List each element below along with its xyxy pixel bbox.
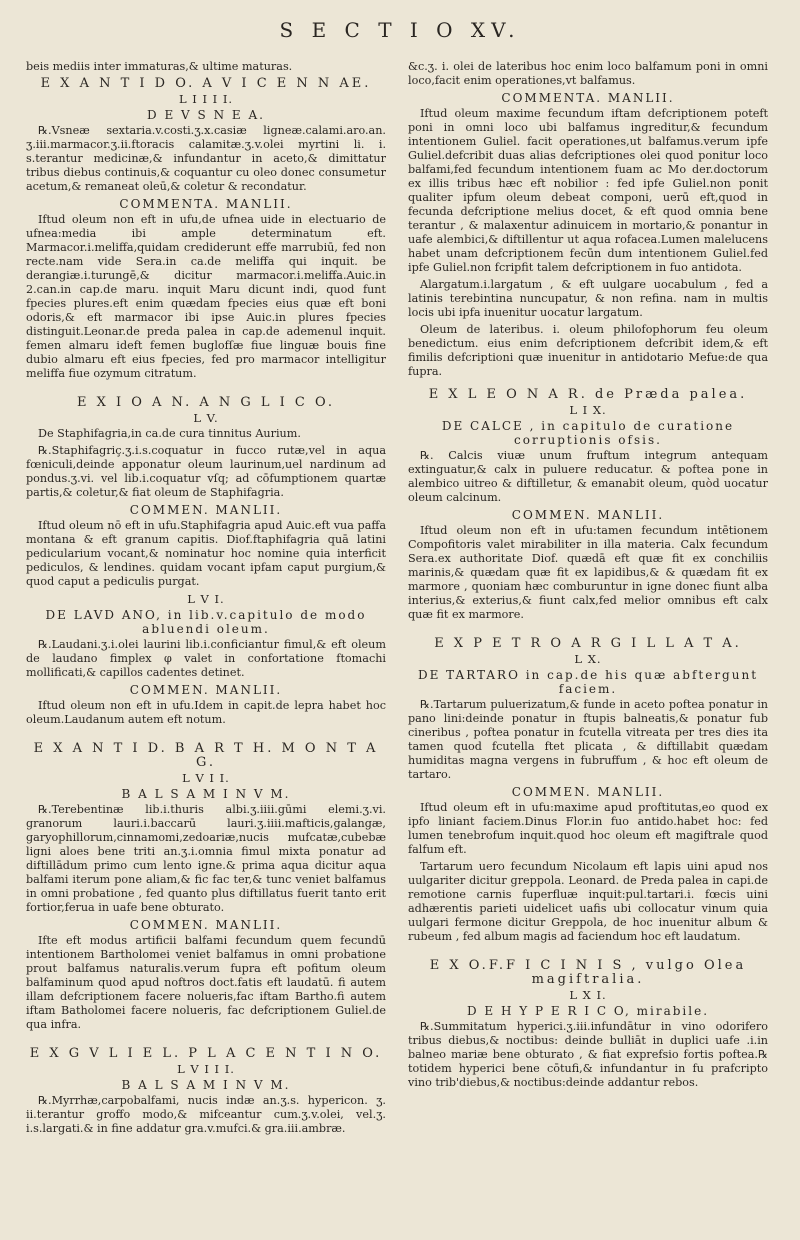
commentary-text: Iftud oleum non eft in ufu:tamen fecundum intētionem Compofitoris valet mirabiliter in illa materia. Calx fecundum Sera.ex authoritate Diof. quædā eft quæ fit ex conchiliis marinis,& quædam quæ fit ex lapidibus,& & quædam fit ex marmore , quoniam hæc comburuntur in igne donec fiunt alba interius,& exterius,& fiunt calx,fed melior omnibus eft calx quæ fit ex marmore. <box>408 524 768 621</box>
section-title: E X L E O N A R. de Præda palea. <box>428 387 748 402</box>
recipe-text: ℞.Myrrhæ,carpobalfami, nucis indæ an.ʒ.s. hypericon. ʒ. ii.terantur groffo modo,& mifceantur cum.ʒ.v.olei, vel.ʒ. i.s.largati.& in fine addatur gra.v.mufci.& gra.iii.ambræ. <box>26 1094 386 1135</box>
commentary-text: Iftud oleum nō eft in ufu.Staphifagria apud Auic.eft vua paffa montana & eft granum capitis. Diof.ftaphifagria quā latini pedicularium vocant,& nominatur hoc nomine quia interficit pediculos, & lendines. quidam vocant ipfam caput purgium,& quod caput a pediculis purgat. <box>26 519 386 588</box>
section-intro: De Staphifagria,in ca.de cura tinnitus Aurium. <box>38 427 301 440</box>
intro-line: &c.ʒ. i. olei de lateribus hoc enim loco balfamum poni in omni loco,facit enim operationes,vt balfamus. <box>408 60 768 87</box>
commentary-text: Alargatum.i.largatum , & eft uulgare uocabulum , fed a latinis terebintina nuncupatur, & non refina. nam in multis locis ubi ipfa inuenitur uocatur largatum. <box>408 278 768 319</box>
commentary-heading: COMMEN. MANLII. <box>129 683 283 697</box>
section-subtitle: D E V S N E A. <box>147 108 265 122</box>
section-subtitle: DE TARTARO in cap.de his quæ abftergunt faciem. <box>417 668 759 696</box>
commentary-text: Iftud oleum non eft in ufu.Idem in capit.de lepra habet hoc oleum.Laudanum autem eft notum. <box>26 699 386 726</box>
section-number: L X. <box>574 652 602 666</box>
section-subtitle: B A L S A M I N V M. <box>121 787 291 801</box>
section-number: L V. <box>193 411 219 425</box>
commentary-text: Iftud oleum non eft in ufu,de ufnea uide in electuario de ufnea:media ibi ample determinatum eft. Marmacor.i.meliffa,quidam crediderunt effe marrubiū, fed non recte.nam vide Sera.in ca.de meliffa qui inquit. be derangiæ.i.turungē,& dicitur marmacor.i.meliffa.Auic.in 2.can.in cap.de maru. inquit Maru dicunt indi, quod funt fpecies plures.eft enim quædam fpecies eius quæ eft boni odoris,& eft marmacor ibi ipse Auic.in plures fpecies distinguit.Leonar.de preda palea in cap.de ademenul inquit. femen almaru ideft femen buglofſæ fiue linguæ bouis fine dubio almaru eft eius fpecies, fed pro marmacor intelligitur meliffa fiue ozymum citratum. <box>26 213 386 380</box>
recipe-text: ℞.Tartarum puluerizatum,& funde in aceto poftea ponatur in pano lini:deinde ponatur in ftupis balneatis,& ponatur fub cineribus , poftea ponatur in fcutella vitreata per tres dies ita tamen quod fcutella ftet plicata , & diftillabit quædam humiditas magna vergens in fubruffum , & hoc eft oleum de tartaro. <box>408 698 768 781</box>
recipe-text: ℞.Summitatum hyperici.ʒ.iii.infundātur in vino odorifero tribus diebus,& noctibus: deinde bulliāt in duplici uafe .i.in balneo mariæ bene obturato , & fiat exprefsio fortis poftea.℞ totidem hyperici bene cōtufi,& infundantur in fu prafcripto vino trib'diebus,& noctibus:deinde addantur rebos. <box>408 1020 768 1089</box>
recipe-text: ℞.Terebentinæ lib.i.thuris albi.ʒ.iiii.gūmi elemi.ʒ.vi. granorum lauri.i.baccarū lauri.ʒ.iiii.mafticis,galangæ, garyophillorum,cinnamomi,zedoariæ,nucis mufcatæ,cubebæ ligni aloes bene triti an.ʒ.i.omnia fimul mixta ponatur ad diftillādum primo cum lento igne.& prima aqua dicitur aqua balfami iterum pone aliam,& fic fac ter,& tunc veniet balfamus in omni probatione , fed quanto plus diftillatus fuerit tanto erit fortior,ferua in uafe bene obturato. <box>26 803 386 914</box>
commentary-text: Iftud oleum eft in ufu:maxime apud proftitutas,eo quod ex ipfo liniant faciem.Dinus Flor.in fuo antido.habet hoc: fed lumen tenebrofum inquit.quod hoc oleum eft magiftrale quod falfum eft. <box>408 801 768 856</box>
section-subtitle: B A L S A M I N V M. <box>121 1078 291 1092</box>
recipe-text: ℞. Calcis viuæ unum fruftum integrum antequam extinguatur,& calx in puluere reducatur. & poftea pone in alembico uitreo & diftilletur, & emanabit oleum, quòd uocatur oleum calcinum. <box>408 449 768 504</box>
intro-line: beis mediis inter immaturas,& ultime maturas. <box>26 60 293 73</box>
section-title: E X A N T I D. B A R T H. M O N T A G. <box>33 741 379 770</box>
commentary-text: Oleum de lateribus. i. oleum philofophorum feu oleum benedictum. eius enim defcriptionem defcribit idem,& eft fimilis defcriptioni quæ inuenitur in antidotario Mefue:de qua fupra. <box>408 323 768 378</box>
section-number: L I I I I. <box>178 92 234 106</box>
commentary-text: Iftud oleum maxime fecundum iftam defcriptionem poteft poni in omni loco ubi balfamus ingreditur,& fecundum intentionem Guliel. facit operationes,ut balfamus.verum ipfe Guliel.defcribit duas alias defcriptiones olei quod ponitur loco balfami,fed fecundum intentionem fuam ac Mo der.doctorum ex illis tribus hæc eft nobilior : fed ipfe Guliel.non ponit qualiter ipfum oleum debeat componi, uerū eft,quod in fecunda defcriptione melius docet, & eft quod omnia bene terantur , & malaxentur adinuicem in mortario,& ponantur in uafe alembici,& diftillentur ut aqua rofacea.Lumen malelucens habet unam defcriptionem fecūn dum intentionem Guliel.fed ipfe Guliel.non fcripfit talem defcriptionem in fuo antidota. <box>408 107 768 274</box>
right-column <box>408 60 768 1093</box>
recipe-text: ℞.Staphifagriç.ʒ.i.s.coquatur in fucco rutæ,vel in aqua fœniculi,deinde apponatur oleum laurinum,uel nardinum ad pondus.ʒ.vi. vel lib.i.coquatur vſq; ad cōfumptionem quartæ partis,& coletur,& fiat oleum de Staphifagria. <box>26 444 386 499</box>
section-number: L X I. <box>569 988 607 1002</box>
commentary-heading: COMMEN. MANLII. <box>511 508 665 522</box>
section-subtitle: DE CALCE , in capitulo de curatione corruptionis ofsis. <box>441 419 735 447</box>
left-column <box>26 60 386 1139</box>
section-title: DE LAVD ANO, in lib.v.capitulo de modo abluendi oleum. <box>45 608 367 636</box>
commentary-heading: COMMENTA. MANLII. <box>119 197 293 211</box>
commentary-text: Ifte eft modus artificii balfami fecundum quem fecundū intentionem Bartholomei veniet balfamus in omni probatione prout balfamus naturalis.verum fupra eft pofitum oleum balfaminum quod apud noftros doct.fatis eft laudatū. fi autem illam defcriptionem facere nolueris,fac iftam Bartho.fi autem iftam Batholomei facere nolueris, fac defcriptionem Guliel.de qua infra. <box>26 934 386 1031</box>
section-title: E X G V L I E L. P L A C E N T I N O. <box>29 1046 383 1061</box>
section-number: L I X. <box>569 403 607 417</box>
commentary-heading: COMMEN. MANLII. <box>129 503 283 517</box>
recipe-text: ℞.Laudani.ʒ.i.olei laurini lib.i.conficiantur fimul,& eft oleum de laudano fimplex φ valet in confortatione ftomachi mollificati,& capillos cadentes detinet. <box>26 638 386 679</box>
commentary-heading: COMMENTA. MANLII. <box>501 91 675 105</box>
section-title: E X P E T R O A R G I L L A T A. <box>434 636 742 651</box>
section-number: L V I I. <box>182 771 230 785</box>
commentary-text: Tartarum uero fecundum Nicolaum eft lapis uini apud nos uulgariter dicitur greppola. Leonard. de Preda palea in capi.de remotione carnis fuperfluæ inquit:pul.tartari.i. fœcis uini adhærentis parieti uidelicet uafis ubi collocatur vinum quia uulgari fermone dicitur Greppola, de hoc inuenitur album & rubeum , fed album magis ad faciendum hoc eft laudatum. <box>408 860 768 943</box>
commentary-heading: COMMEN. MANLII. <box>129 918 283 932</box>
commentary-heading: COMMEN. MANLII. <box>511 785 665 799</box>
running-head: S E C T I O XV. <box>279 18 521 42</box>
section-number: L V I I I. <box>177 1062 235 1076</box>
section-title: E X A N T I D O. A V I C E N N AE. <box>40 76 372 91</box>
section-subtitle: D E H Y P E R I C O, mirabile. <box>466 1004 710 1018</box>
recipe-text: ℞.Vsneæ sextaria.v.costi.ʒ.x.casiæ ligneæ.calami.aro.an. ʒ.iii.marmacor.ʒ.ii.ftoracis calamitæ.ʒ.v.olei myrtini li. i. s.terantur medicinæ,& infundantur in aceto,& dimittatur tribus diebus continuis,& coquantur cu oleo donec consumetur acetum,& remaneat oleū,& coletur & recondatur. <box>26 124 386 193</box>
section-title: E X O.F.F I C I N I S , vulgo Olea magiftralia. <box>429 958 747 987</box>
section-title: E X I O A N. A N G L I C O. <box>76 395 336 410</box>
section-number: L V I. <box>187 592 225 606</box>
